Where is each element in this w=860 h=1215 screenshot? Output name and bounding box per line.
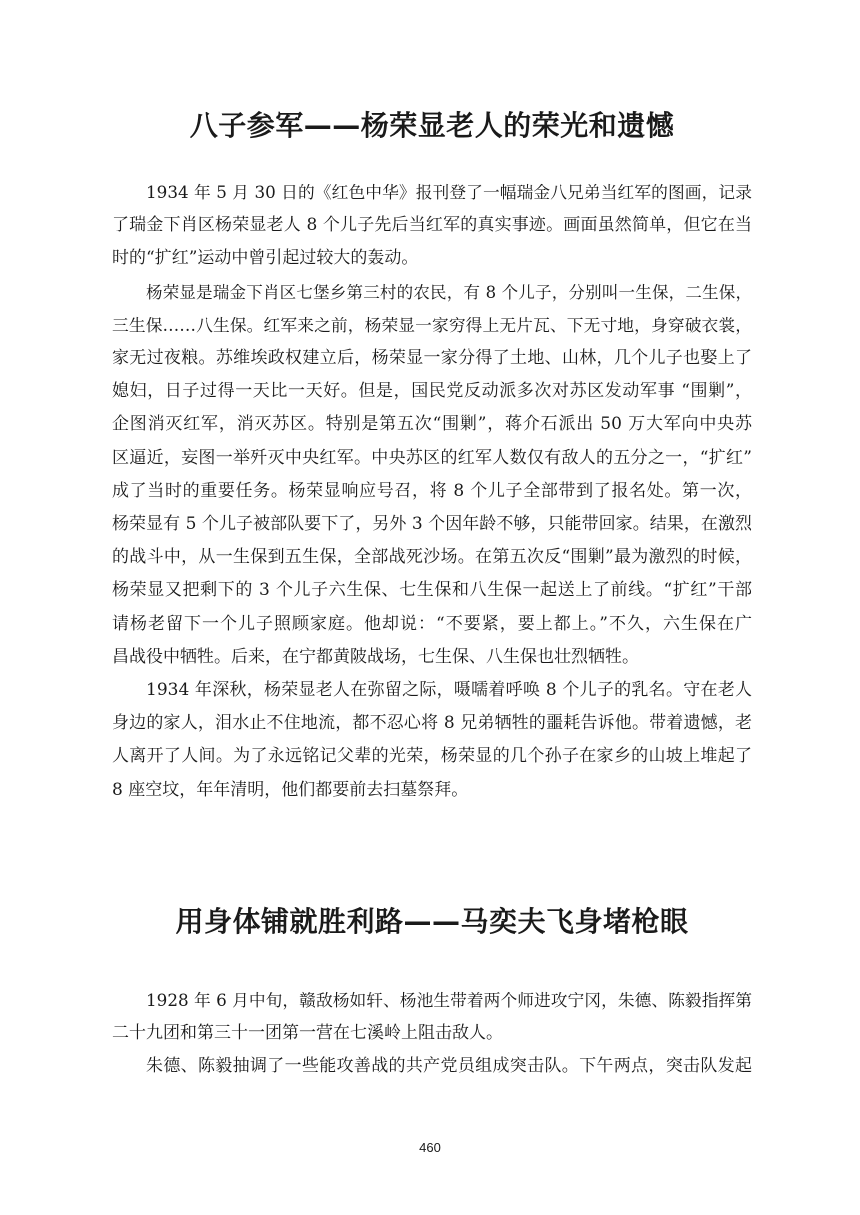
text-line: 时的“扩红”运动中曾引起过较大的轰动。	[112, 248, 419, 269]
text-line: 1934 年深秋，杨荣显老人在弥留之际，嗫嚅着呼唤 8 个儿子的乳名。守在老人	[146, 680, 752, 701]
section-body	[112, 176, 752, 807]
text-line: 1934 年 5 月 30 日的《红色中华》报刊登了一幅瑞金八兄弟当红军的图画，记录	[146, 182, 752, 202]
paragraph	[112, 984, 752, 1050]
text-line: 企图消灭红军，消灭苏区。特别是第五次“围剿”，蒋介石派出 50 万大军向中央苏	[112, 414, 752, 435]
text-line: 杨荣显又把剩下的 3 个儿子六生保、七生保和八生保一起送上了前线。“扩红”干部	[112, 580, 752, 601]
text-line: 三生保……八生保。红军来之前，杨荣显一家穷得上无片瓦、下无寸地，身穿破衣裳，	[112, 314, 752, 335]
text-line: 朱德、陈毅抽调了一些能攻善战的共产党员组成突击队。下午两点，突击队发起	[146, 1056, 752, 1077]
text-line: 家无过夜粮。苏维埃政权建立后，杨荣显一家分得了土地、山林，几个儿子也娶上了	[112, 348, 752, 369]
text-line: 8 座空坟，年年清明，他们都要前去扫墓祭拜。	[112, 779, 469, 800]
text-line: 的战斗中，从一生保到五生保，全部战死沙场。在第五次反“围剿”最为激烈的时候，	[112, 547, 752, 568]
text-line: 昌战役中牺牲。后来，在宁都黄陂战场，七生保、八生保也壮烈牺牲。	[112, 646, 639, 667]
text-line: 了瑞金下肖区杨荣显老人 8 个儿子先后当红军的真实事迹。画面虽然简单，但它在当	[112, 215, 752, 236]
paragraph	[112, 176, 752, 276]
paragraph	[112, 674, 752, 807]
section-title: 用身体铺就胜利路——马奕夫飞身堵枪眼	[175, 905, 689, 938]
paragraph	[112, 276, 752, 674]
text-line: 杨荣显是瑞金下肖区七堡乡第三村的农民，有 8 个儿子，分别叫一生保，二生保，	[146, 282, 752, 302]
paragraph	[112, 1050, 752, 1083]
text-line: 请杨老留下一个儿子照顾家庭。他却说：“不要紧，要上都上。”不久，六生保在广	[112, 613, 752, 634]
text-line: 身边的家人，泪水止不住地流，都不忍心将 8 兄弟牺牲的噩耗告诉他。带着遗憾，老	[112, 713, 752, 734]
text-line: 成了当时的重要任务。杨荣显响应号召，将 8 个儿子全部带到了报名处。第一次，	[112, 480, 752, 501]
text-line: 1928 年 6 月中旬，赣敌杨如轩、杨池生带着两个师进攻宁冈，朱德、陈毅指挥第	[146, 990, 752, 1010]
text-line: 区逼近，妄图一举歼灭中央红军。中央苏区的红军人数仅有敌人的五分之一，“扩红”	[112, 447, 752, 468]
section-body	[112, 984, 752, 1084]
text-line: 人离开了人间。为了永远铭记父辈的光荣，杨荣显的几个孙子在家乡的山坡上堆起了	[112, 746, 752, 767]
text-line: 杨荣显有 5 个儿子被部队要下了，另外 3 个因年龄不够，只能带回家。结果，在激烈	[112, 514, 752, 535]
text-line: 媳妇，日子过得一天比一天好。但是，国民党反动派多次对苏区发动军事 “围剿”，	[112, 381, 752, 402]
text-line: 二十九团和第三十一团第一营在七溪岭上阻击敌人。	[112, 1023, 503, 1044]
section-title: 八子参军——杨荣显老人的荣光和遗憾	[189, 109, 675, 142]
page-number: 460	[419, 1140, 441, 1155]
